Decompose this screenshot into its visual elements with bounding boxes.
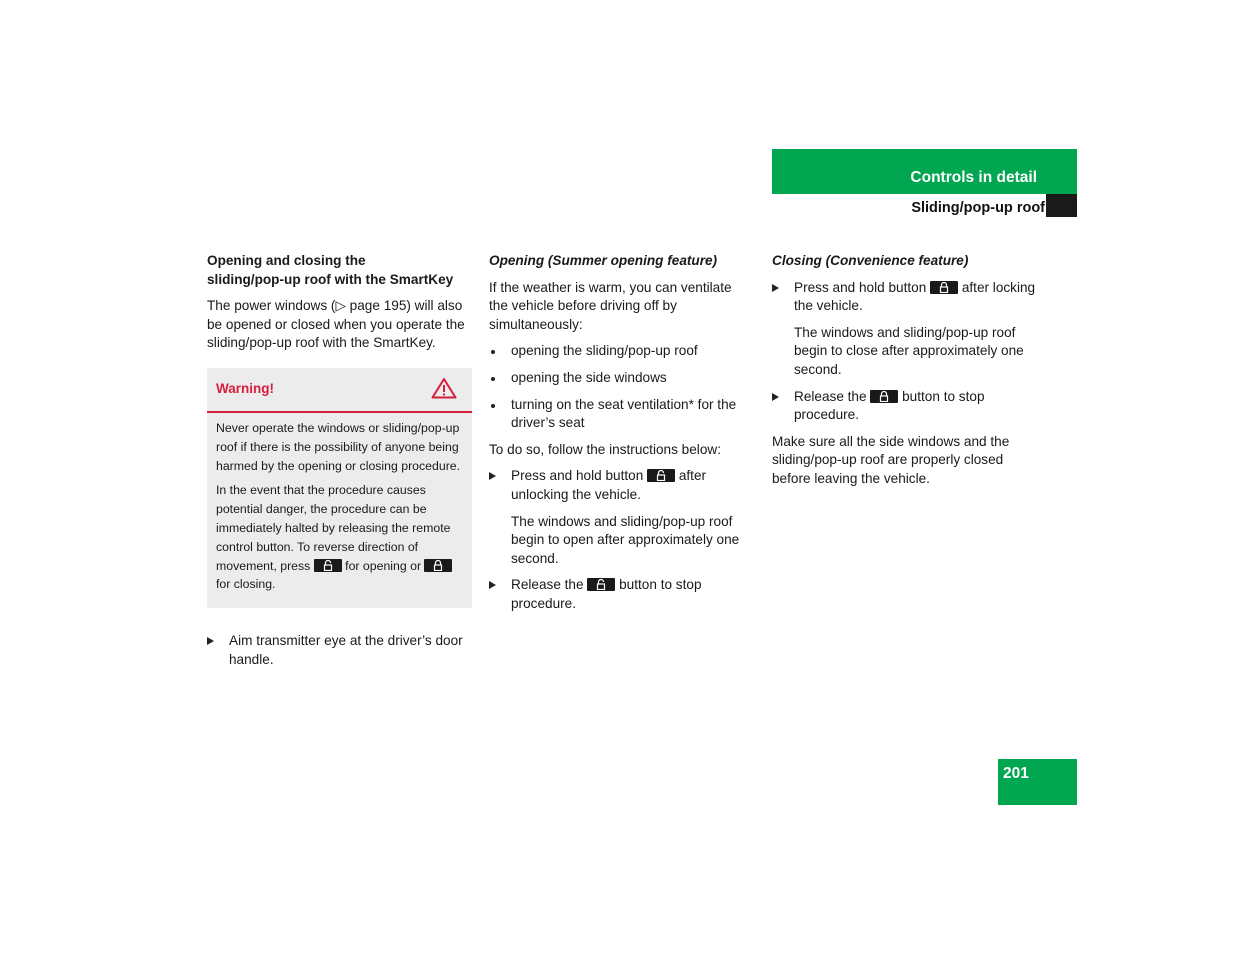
warning-para2: [216, 481, 463, 594]
col1-heading-line1: Opening and closing the: [207, 253, 366, 268]
col2-instructions: To do so, follow the instructions below:: [489, 441, 721, 457]
warning-triangle-icon: [431, 377, 457, 399]
list-item: [489, 342, 754, 361]
list-item: [489, 369, 754, 388]
col3-step2-a: Release the: [794, 388, 867, 404]
col3-step1: [772, 279, 1037, 380]
col1-intro: [207, 297, 472, 353]
col3-closing-text: Make sure all the side windows and the sliding/pop-up roof are properly closed before leaving the vehicle.: [772, 433, 1010, 486]
col2-intro: If the weather is warm, you can ventilate the vehicle before driving off by simultaneously:: [489, 279, 732, 332]
unlock-button-icon: [647, 469, 675, 482]
step-arrow-icon: [489, 472, 496, 480]
step-arrow-icon: [207, 637, 214, 645]
lock-button-icon: [930, 281, 958, 294]
col1-heading-line2: sliding/pop-up roof with the SmartKey: [207, 271, 454, 287]
lock-button-icon: [870, 390, 898, 403]
warning-para2-a: In the event that the procedure causes potential danger, the procedure can be immediately halted by releasing the remote control button. To reverse direction of movement, press: [216, 483, 451, 573]
col2-step1: [489, 467, 754, 568]
bullet-icon: [491, 350, 495, 354]
bullet-icon: [491, 404, 495, 408]
col1-step: [207, 632, 472, 669]
page-number-box: [998, 759, 1077, 805]
col1-step1-text: Aim transmitter eye at the driver’s door handle.: [229, 633, 463, 667]
warning-para2-b: for opening or: [345, 558, 422, 573]
bullet-icon: [491, 377, 495, 381]
subsection-title: Sliding/pop-up roof: [911, 200, 1045, 216]
header-marker: [1046, 194, 1077, 217]
list-item: [489, 396, 754, 433]
col3-step2: [772, 388, 1037, 425]
col2-step1-a: Press and hold button: [511, 468, 644, 484]
step-arrow-icon: [772, 284, 779, 292]
bullet-text: opening the side windows: [511, 369, 667, 385]
column-2: [489, 252, 754, 622]
column-3: [772, 252, 1037, 497]
page-number: 201: [1003, 765, 1029, 782]
step-arrow-icon: [489, 581, 496, 589]
bullet-text: turning on the seat ventilation* for the driver’s seat: [511, 396, 737, 431]
col2-step2-a: Release the: [511, 577, 584, 593]
lock-button-icon: [424, 559, 452, 572]
unlock-button-icon: [314, 559, 342, 572]
col2-step1-note: The windows and sliding/pop-up roof begin to open after approximately one second.: [511, 513, 740, 566]
col3-heading: Closing (Convenience feature): [772, 253, 969, 268]
page-ref-arrow-icon: ▷: [335, 298, 346, 314]
col3-step1-a: Press and hold button: [794, 279, 927, 295]
col3-step2-b: button to stop procedure.: [794, 388, 985, 423]
warning-para1: Never operate the windows or sliding/pop-up roof if there is the possibility of anyone being harmed by the opening or closing procedure.: [216, 420, 461, 473]
col3-step1-note: The windows and sliding/pop-up roof begin to close after approximately one second.: [794, 324, 1024, 377]
col2-step2-b: button to stop procedure.: [511, 577, 702, 611]
col1-intro-b: page 195) will also be opened or closed when you operate the sliding/pop-up roof with the SmartKey.: [207, 298, 465, 351]
col2-bullets: [489, 342, 754, 432]
col1-steps: [207, 632, 472, 669]
unlock-button-icon: [587, 578, 615, 591]
col2-heading: Opening (Summer opening feature): [489, 253, 718, 268]
col3-steps: [772, 279, 1037, 425]
col2-step1-b: after unlocking the vehicle.: [511, 468, 707, 502]
warning-box: [207, 368, 472, 608]
warning-label: Warning!: [216, 380, 274, 396]
warning-para2-c: for closing.: [216, 577, 276, 592]
column-1: [207, 252, 472, 677]
warning-body: [207, 413, 472, 608]
col1-heading: [207, 252, 472, 289]
col3-step1-b: after locking the vehicle.: [794, 279, 1036, 314]
header-section-bar: [772, 149, 1077, 194]
bullet-text: opening the sliding/pop-up roof: [511, 343, 698, 359]
warning-header: [207, 368, 472, 413]
step-arrow-icon: [772, 393, 779, 401]
section-title: Controls in detail: [910, 169, 1037, 186]
col2-steps: [489, 467, 754, 613]
col2-step2: [489, 576, 754, 613]
col1-intro-a: The power windows (: [207, 298, 336, 314]
